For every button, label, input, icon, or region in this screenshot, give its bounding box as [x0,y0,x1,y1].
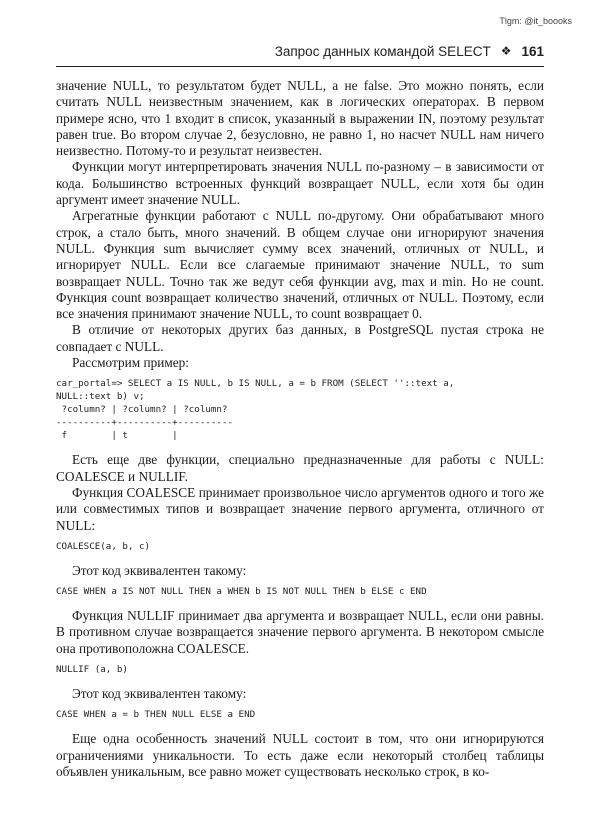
paragraph: Еще одна особенность значений NULL состоит в том, что они игнорируются ограничениями уникальности. То есть даже если некоторый столбец таблицы объявлен уникальным, все равно может существовать несколько строк, в ко- [56,731,544,779]
ornament-icon: ❖ [500,44,512,58]
paragraph: Функция NULLIF принимает два аргумента и возвращает NULL, если они равны. В противном случае возвращается значение первого аргумента. В некотором смысле она противоположна COALESCE. [56,608,544,656]
paragraph: Этот код эквивалентен такому: [72,686,247,702]
chapter-title: Запрос данных командой SELECT [274,44,491,59]
running-header [56,44,544,67]
paragraph: Рассмотрим пример: [72,355,190,371]
watermark: Tlgm: @it_boooks [499,16,572,26]
paragraph: значение NULL, то результатом будет NULL, а не false. Это можно понять, если считать NULL неизвестным значением, как в логических операторах. В первом примере ясно, что 1 входит в список, указанный в выражении IN, поэтому результат равен true. Во втором случае 2, безусловно, не равно 1, но насчет NULL нам ничего неизвестно. Потому-то и результат неизвестен. [56,78,544,159]
code-block: NULLIF (a, b) [56,664,128,676]
paragraph: Агрегатные функции работают с NULL по-другому. Они обрабатывают много строк, а стало быть, много значений. В общем случае они игнорируют значения NULL. Функция sum вычисляет сумму всех значений, отличных от NULL, и игнорирует NULL. Если все слагаемые принимают значение NULL, то sum возвращает NULL. Точно так же ведут себя функции avg, max и min. Но не count. Функция count возвращает количество значений, отличных от NULL. Поэтому, если все значения принимают значение NULL, то count возвращает 0. [56,208,544,322]
page-body [56,78,544,780]
code-block: CASE WHEN a IS NOT NULL THEN a WHEN b IS NOT NULL THEN b ELSE c END [56,586,427,598]
page-number: 161 [521,44,544,59]
paragraph: Этот код эквивалентен такому: [72,562,247,578]
code-block: car_portal=> SELECT a IS NULL, b IS NULL, a = b FROM (SELECT ''::text a, NULL::text b) v; ?column? | ?column? | ?column? ----------+----------+---------- f | t | [56,378,455,442]
paragraph: Функция COALESCE принимает произвольное число аргументов одного и того же или совместимых типов и возвращает значение первого аргумента, отличного от NULL: [56,484,544,533]
paragraph: В отличие от некоторых других баз данных, в PostgreSQL пустая строка не совпадает с NULL. [56,322,544,354]
code-block: COALESCE(a, b, c) [56,540,151,552]
code-block: CASE WHEN a = b THEN NULL ELSE a END [56,709,256,721]
paragraph: Есть еще две функции, специально предназначенные для работы с NULL: COALESCE и NULLIF. [56,452,544,484]
paragraph: Функции могут интерпретировать значения NULL по-разному – в зависимости от кода. Большинство встроенных функций возвращает NULL, если хотя бы один аргумент имеет значение NULL. [56,159,544,208]
